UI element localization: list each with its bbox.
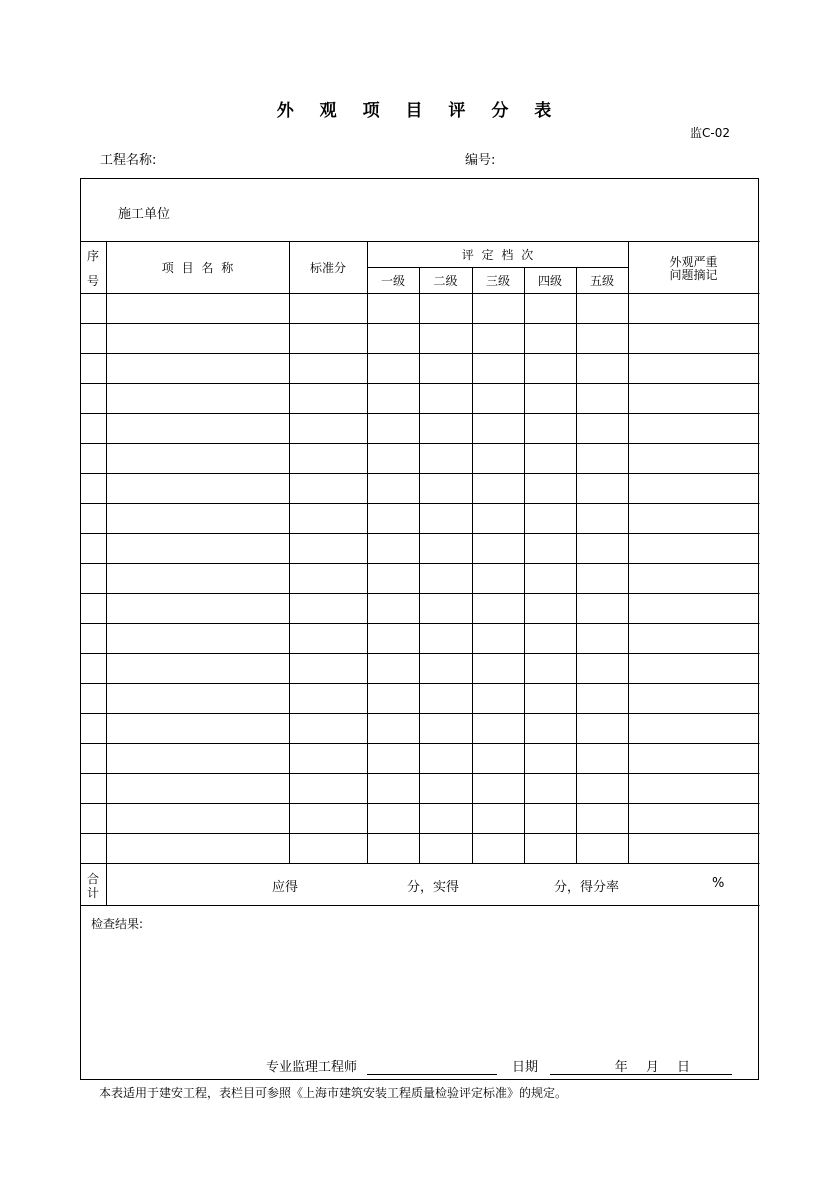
col-standard-score: 标准分 [309,261,346,275]
grade-2: 二级 [433,274,458,288]
summary-label-bottom: 计 [86,886,99,900]
project-name-label: 工程名称: [100,153,157,168]
serial-number-label: 编号: [465,153,496,168]
form-title: 外 观 项 目 评 分 表 [276,101,562,121]
summary-expected: 应得 [272,880,299,895]
grade-1: 一级 [380,274,405,288]
col-seq-top: 序 [86,249,99,263]
summary-rate: 分，得分率 [554,880,620,895]
col-item-name: 项 目 名 称 [161,261,234,275]
engineer-signature-label: 专业监理工程师 [266,1060,358,1075]
construction-unit-label: 施工单位 [118,207,171,222]
date-label: 日期 [512,1060,539,1075]
col-rating-group: 评 定 档 次 [461,248,534,262]
summary-actual: 分，实得 [407,880,460,895]
grade-4: 四级 [537,274,562,288]
summary-percent: % [712,876,725,891]
date-format: 年 月 日 [614,1060,690,1075]
grade-5: 五级 [589,274,614,288]
summary-label-top: 合 [86,872,99,886]
col-remark-line1: 外观严重 [669,255,718,269]
col-remark-line2: 问题摘记 [669,268,718,282]
inspection-result-label: 检查结果: [91,917,144,931]
engineer-signature-line [367,1074,497,1075]
col-seq-bottom: 号 [86,274,99,288]
grade-3: 三级 [485,274,510,288]
footnote: 本表适用于建安工程，表栏目可参照《上海市建筑安装工程质量检验评定标准》的规定。 [99,1086,568,1100]
form-code: 监C-02 [690,126,730,140]
